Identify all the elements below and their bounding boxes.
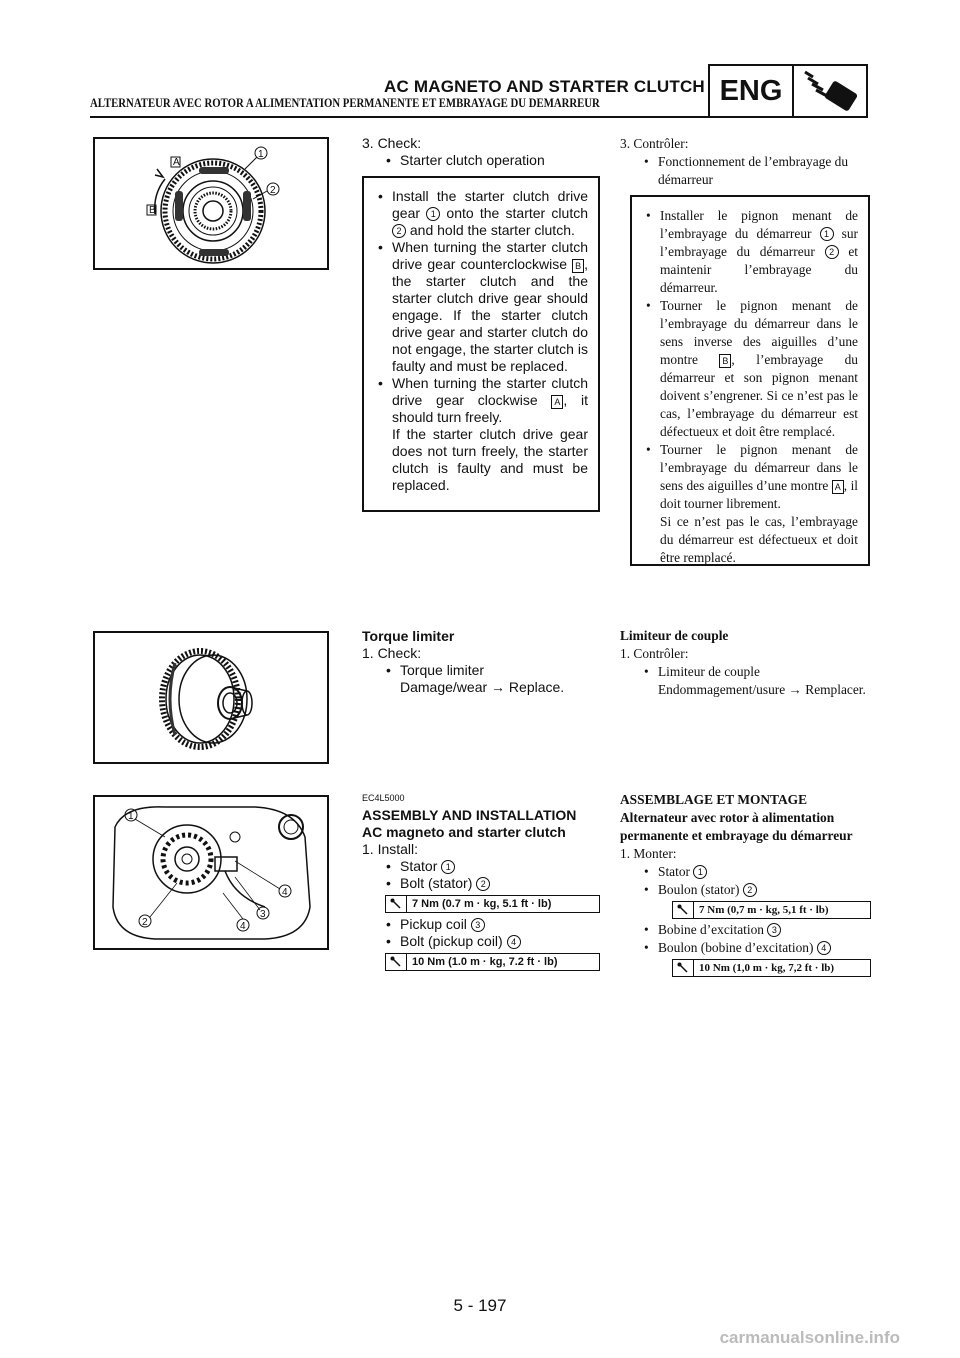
en-install-item-2: • Bolt (stator) 2: [384, 875, 602, 892]
en-install-list: [362, 858, 602, 892]
en-torque-item: • Torque limiter Damage/wear → Replace.: [384, 662, 602, 696]
fr-step-check: [620, 135, 870, 189]
torque-limiter-figure: [93, 631, 329, 764]
en-install-item-3: • Pickup coil 3: [384, 916, 602, 933]
ac-magneto-illustration: [95, 797, 327, 948]
page-number: 5 - 197: [453, 1296, 507, 1315]
en-torque-spec-1: 7 Nm (0.7 m · kg, 5.1 ft · lb): [385, 895, 600, 913]
en-install-item-4: • Bolt (pickup coil) 4: [384, 933, 602, 950]
fr-torque-list: [620, 663, 870, 699]
fr-install-item-1: • Stator 1: [642, 863, 870, 881]
fr-note-list: [644, 207, 858, 567]
fr-assembly-heading: ASSEMBLAGE ET MONTAGE: [620, 792, 808, 807]
fr-note-item-2: • Tourner le pignon menant de l’embrayage du démarreur dans le sens inverse des aiguilles d’une montre B , l’embrayage du démarreur et son pignon menant doivent s’engrener. Si ce n’est pas le cas, l’embrayage du démarreur est défectueux et doit être remplacé.: [644, 297, 858, 441]
fr-install-list-2: [620, 921, 870, 957]
en-step-label: 3. Check:: [362, 135, 422, 151]
fr-assembly-subheading: Alternateur avec rotor à alimentation permanente et embrayage du démarreur: [620, 810, 853, 843]
section-code: EC4L5000: [362, 793, 405, 803]
fr-install-item-4: • Boulon (bobine d’excitation) 4: [642, 939, 870, 957]
fr-torque-limiter-section: [620, 627, 870, 699]
en-step-check: [362, 135, 602, 169]
fig3-label-3: 3: [260, 909, 266, 920]
starter-clutch-figure: [93, 137, 329, 270]
en-torque-spec-2: 10 Nm (1.0 m · kg, 7.2 ft · lb): [385, 953, 600, 971]
fr-check-item: • Fonctionnement de l’embrayage du démarreur: [642, 153, 870, 189]
en-install-item-1: • Stator 1: [384, 858, 602, 875]
fig1-label-1: 1: [258, 149, 264, 160]
fig1-label-b: B: [149, 205, 156, 216]
fig3-label-4b: 4: [240, 921, 246, 932]
en-torque-list: [362, 662, 602, 696]
fr-torque-limiter-heading: Limiteur de couple: [620, 628, 729, 643]
watermark: carmanualsonline.info: [719, 1328, 900, 1347]
en-assembly-section: [362, 790, 602, 971]
fr-assembly-section: [620, 791, 870, 977]
fr-note-item-1: • Installer le pignon menant de l’embrayage du démarreur 1 sur l’embrayage du démarreur 2 et maintenir l’embrayage du démarreur.: [644, 207, 858, 297]
page-subtitle: ALTERNATEUR AVEC ROTOR A ALIMENTATION PERMANENTE ET EMBRAYAGE DU DEMARREUR: [90, 96, 600, 110]
fr-check-list: [620, 153, 870, 189]
ref-a: A: [551, 395, 563, 409]
wrench-icon: [673, 902, 694, 918]
fig3-label-2: 2: [142, 917, 148, 928]
en-torque-step: 1. Check:: [362, 645, 422, 661]
fig1-label-a: A: [173, 157, 180, 168]
en-torque-limiter-section: [362, 628, 602, 696]
fr-install-list: [620, 863, 870, 899]
fr-install-step: 1. Monter:: [620, 846, 677, 861]
wrench-icon: [673, 960, 694, 976]
en-note-list: [376, 188, 588, 494]
fig1-label-2: 2: [270, 185, 276, 196]
eng-label: ENG: [710, 66, 794, 116]
en-note-item-2: • When turning the starter clutch drive gear counterclockwise B , the starter clutch and the starter clutch drive gear should engage. If the starter clutch drive gear and starter clutch do not engage, the starter clutch is faulty and must be replaced.: [376, 239, 588, 375]
en-assembly-subheading: AC magneto and starter clutch: [362, 824, 566, 840]
fr-torque-item: • Limiteur de couple Endommagement/usure → Remplacer.: [642, 663, 870, 699]
engine-section-badge: [708, 64, 868, 118]
fr-note-item-3: • Tourner le pignon menant de l’embrayage du démarreur dans le sens des aiguilles d’une montre A , il doit tourner librement. Si ce n’est pas le cas, l’embrayage du démarreur est défectueux et doit être remplacé.: [644, 441, 858, 567]
fr-torque-spec-2: 10 Nm (1,0 m · kg, 7,2 ft · lb): [672, 959, 871, 977]
fr-step-label: 3. Contrôler:: [620, 136, 689, 151]
en-note-item-1: • Install the starter clutch drive gear 1 onto the starter clutch 2 and hold the starter clutch.: [376, 188, 588, 239]
en-note-item-3: • When turning the starter clutch drive gear clockwise A , it should turn freely. If the starter clutch drive gear does not turn freely, the starter clutch is faulty and must be replaced.: [376, 375, 588, 494]
en-install-step: 1. Install:: [362, 841, 419, 857]
fr-note-box: [630, 195, 870, 566]
wrench-icon: [386, 954, 407, 970]
fr-torque-step: 1. Contrôler:: [620, 646, 689, 661]
fig3-label-4a: 4: [282, 887, 288, 898]
ac-magneto-figure: [93, 795, 329, 950]
fr-install-item-2: • Boulon (stator) 2: [642, 881, 870, 899]
fig3-label-1: 1: [128, 811, 134, 822]
engine-piston-icon: [794, 66, 866, 116]
fr-install-item-3: • Bobine d’excitation 3: [642, 921, 870, 939]
wrench-icon: [386, 896, 407, 912]
en-note-box: [362, 176, 600, 512]
fr-torque-spec-1: 7 Nm (0,7 m · kg, 5,1 ft · lb): [672, 901, 871, 919]
starter-clutch-illustration: [95, 139, 327, 268]
ref-1: 1: [426, 207, 440, 221]
en-torque-limiter-heading: Torque limiter: [362, 628, 455, 644]
en-assembly-heading: ASSEMBLY AND INSTALLATION: [362, 807, 577, 823]
en-install-list-2: [362, 916, 602, 950]
page-title: AC MAGNETO AND STARTER CLUTCH: [384, 77, 705, 96]
en-check-item: • Starter clutch operation: [384, 152, 602, 169]
torque-limiter-illustration: [95, 633, 327, 762]
en-check-list: [362, 152, 602, 169]
ref-2: 2: [392, 224, 406, 238]
ref-b: B: [572, 259, 584, 273]
